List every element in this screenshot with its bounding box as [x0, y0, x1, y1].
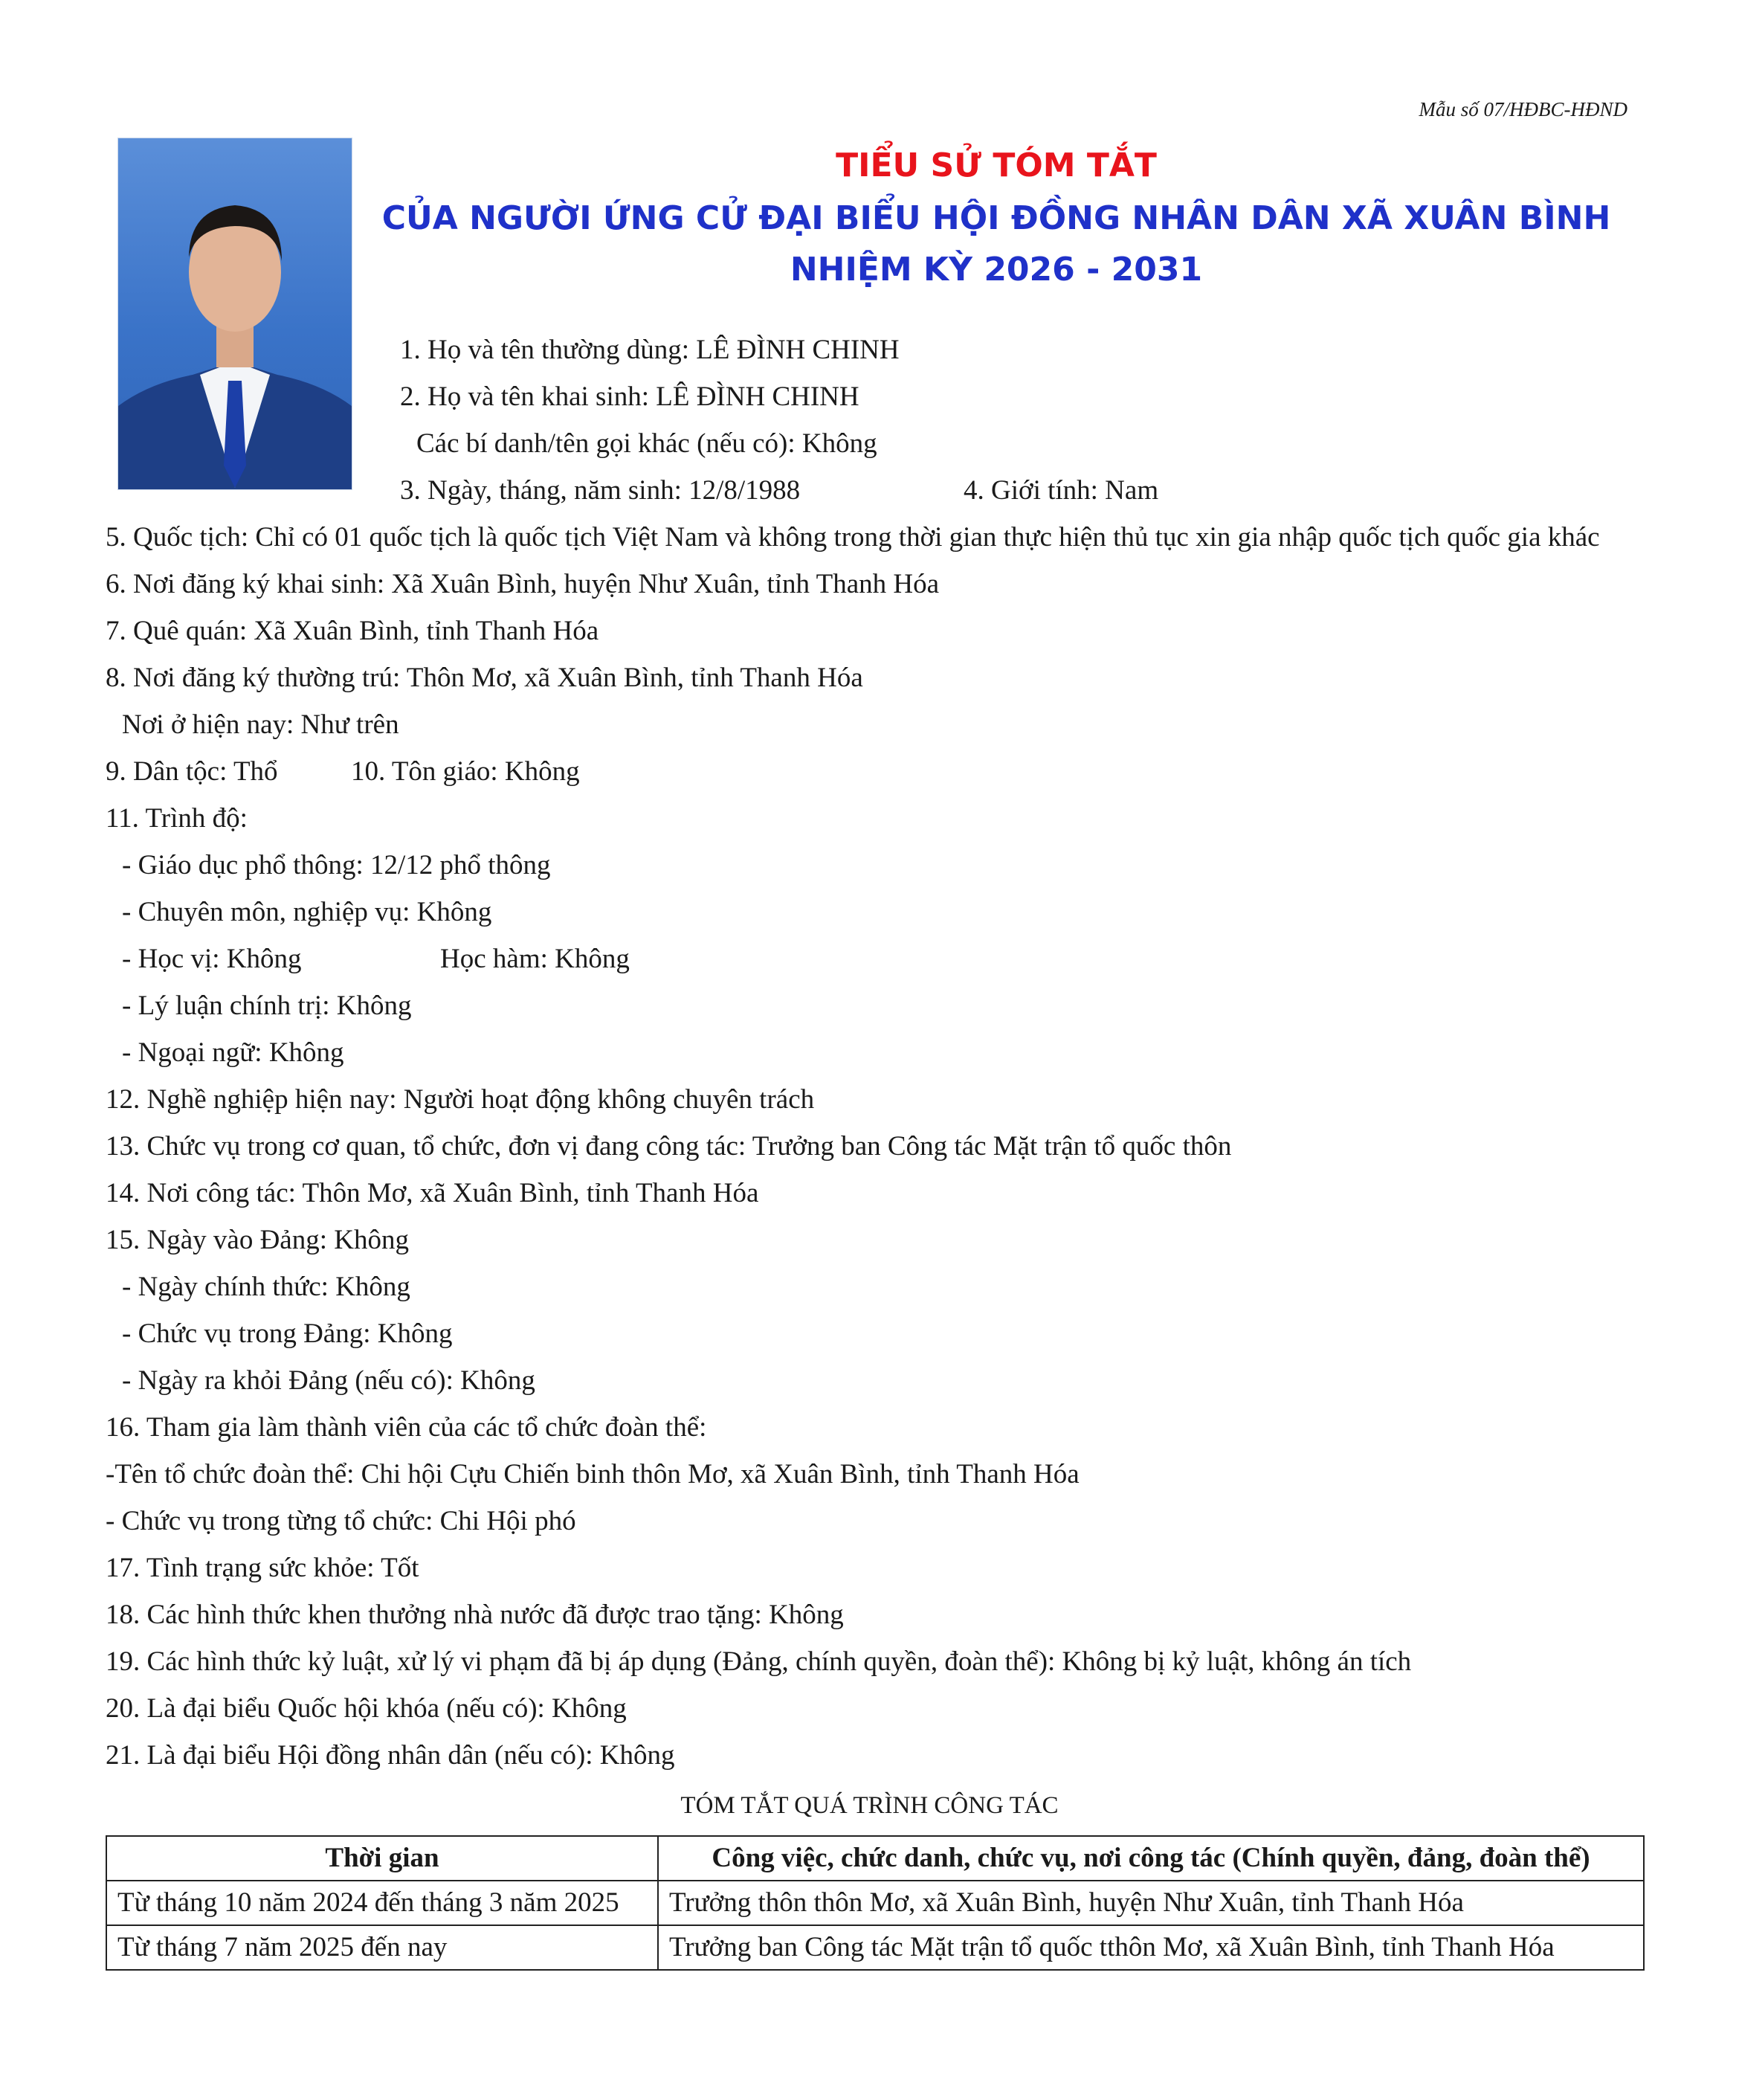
field-general-education: - Giáo dục phổ thông: 12/12 phổ thông — [122, 850, 551, 880]
field-organization-position: - Chức vụ trong từng tổ chức: Chi Hội phó — [106, 1506, 576, 1536]
column-header-position: Công việc, chức danh, chức vụ, nơi công tác (Chính quyền, đảng, đoàn thể) — [658, 1836, 1644, 1881]
field-aliases: Các bí danh/tên gọi khác (nếu có): Không — [416, 428, 877, 459]
document-title: TIỂU SỬ TÓM TẮT — [836, 146, 1157, 184]
field-party-join-date: 15. Ngày vào Đảng: Không — [106, 1225, 409, 1255]
field-date-of-birth: 3. Ngày, tháng, năm sinh: 12/8/1988 — [400, 475, 801, 506]
field-common-name: 1. Họ và tên thường dùng: LÊ ĐÌNH CHINH — [400, 335, 900, 365]
table-header-row — [106, 1836, 1644, 1881]
title-block — [357, 140, 1636, 294]
field-birth-registration: 6. Nơi đăng ký khai sinh: Xã Xuân Bình, huyện Như Xuân, tỉnh Thanh Hóa — [106, 569, 940, 599]
work-history-title: TÓM TẮT QUÁ TRÌNH CÔNG TÁC — [680, 1792, 1059, 1819]
field-party-position: - Chức vụ trong Đảng: Không — [122, 1318, 453, 1349]
field-organization-name: -Tên tổ chức đoàn thể: Chi hội Cựu Chiến binh thôn Mơ, xã Xuân Bình, tỉnh Thanh Hóa — [106, 1459, 1080, 1489]
field-political-theory: - Lý luận chính trị: Không — [122, 991, 412, 1021]
field-peoples-council: 21. Là đại biểu Hội đồng nhân dân (nếu có): Không — [106, 1740, 675, 1771]
field-professional-skills: - Chuyên môn, nghiệp vụ: Không — [122, 897, 492, 927]
row-time: Từ tháng 10 năm 2024 đến tháng 3 năm 2025 — [106, 1881, 658, 1925]
field-organizations-heading: 16. Tham gia làm thành viên của các tổ chức đoàn thể: — [106, 1412, 707, 1443]
field-academic-title: Học hàm: Không — [440, 944, 630, 974]
form-code: Mẫu số 07/HĐBC-HĐND — [1419, 98, 1627, 120]
work-history-table — [106, 1835, 1645, 1971]
field-ethnicity: 9. Dân tộc: Thổ — [106, 756, 278, 787]
field-nationality: 5. Quốc tịch: Chỉ có 01 quốc tịch là quốc tịch Việt Nam và không trong thời gian thực hiện thủ tục xin gia nhập quốc tịch quốc gia khác — [106, 522, 1600, 553]
column-header-time: Thời gian — [106, 1836, 658, 1881]
field-occupation: 12. Nghề nghiệp hiện nay: Người hoạt động không chuyên trách — [106, 1084, 815, 1115]
row-position: Trưởng thôn thôn Mơ, xã Xuân Bình, huyện Như Xuân, tỉnh Thanh Hóa — [658, 1881, 1644, 1925]
field-position: 13. Chức vụ trong cơ quan, tổ chức, đơn vị đang công tác: Trưởng ban Công tác Mặt trận tổ quốc thôn — [106, 1131, 1232, 1162]
field-party-leave-date: - Ngày ra khỏi Đảng (nếu có): Không — [122, 1365, 535, 1396]
field-disciplinary: 19. Các hình thức kỷ luật, xử lý vi phạm đã bị áp dụng (Đảng, chính quyền, đoàn thể): Không bị kỷ luật, không án tích — [106, 1646, 1412, 1677]
field-gender: 4. Giới tính: Nam — [964, 475, 1159, 506]
field-health: 17. Tình trạng sức khỏe: Tốt — [106, 1553, 419, 1583]
field-national-assembly: 20. Là đại biểu Quốc hội khóa (nếu có): Không — [106, 1693, 627, 1724]
row-time: Từ tháng 7 năm 2025 đến nay — [106, 1925, 658, 1970]
field-awards: 18. Các hình thức khen thưởng nhà nước đã được trao tặng: Không — [106, 1600, 844, 1630]
table-row — [106, 1925, 1644, 1970]
portrait-photo — [117, 138, 352, 490]
field-education-heading: 11. Trình độ: — [106, 803, 248, 834]
field-foreign-language: - Ngoại ngữ: Không — [122, 1037, 344, 1068]
field-religion: 10. Tôn giáo: Không — [351, 756, 580, 787]
field-permanent-residence: 8. Nơi đăng ký thường trú: Thôn Mơ, xã Xuân Bình, tỉnh Thanh Hóa — [106, 663, 863, 693]
row-position: Trưởng ban Công tác Mặt trận tổ quốc tthôn Mơ, xã Xuân Bình, tỉnh Thanh Hóa — [658, 1925, 1644, 1970]
document-subtitle: CỦA NGƯỜI ỨNG CỬ ĐẠI BIỂU HỘI ĐỒNG NHÂN DÂN XÃ XUÂN BÌNH — [381, 199, 1611, 237]
field-current-residence: Nơi ở hiện nay: Như trên — [122, 709, 399, 740]
field-hometown: 7. Quê quán: Xã Xuân Bình, tỉnh Thanh Hóa — [106, 616, 599, 646]
field-workplace: 14. Nơi công tác: Thôn Mơ, xã Xuân Bình, tỉnh Thanh Hóa — [106, 1178, 759, 1208]
term-title: NHIỆM KỲ 2026 - 2031 — [790, 251, 1203, 289]
table-row — [106, 1881, 1644, 1925]
field-party-official-date: - Ngày chính thức: Không — [122, 1272, 410, 1302]
field-academic-degree: - Học vị: Không — [122, 944, 302, 974]
field-birth-name: 2. Họ và tên khai sinh: LÊ ĐÌNH CHINH — [400, 381, 859, 412]
